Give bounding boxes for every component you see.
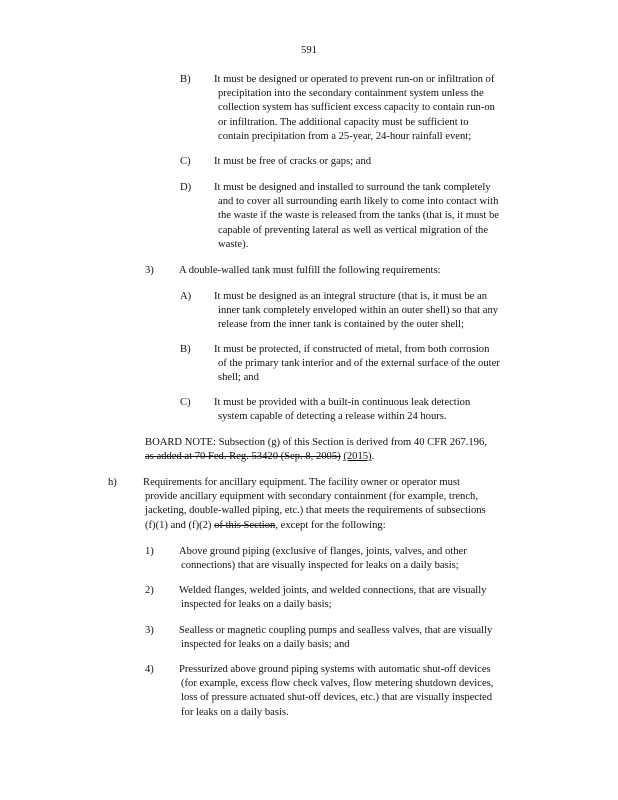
paragraph-h4 [179, 663, 531, 720]
inserted-text: (2015) [343, 451, 372, 463]
item-label-h4: 4) [145, 664, 154, 675]
paragraph-g2-d [214, 181, 536, 252]
item-label-h: h) [108, 477, 117, 488]
struck-text: of this Section [214, 519, 276, 531]
text-line: inspected for leaks on a daily basis; and [181, 639, 350, 651]
text-line: system capable of detecting a release within 24 hours. [218, 411, 447, 423]
board-note [145, 436, 530, 464]
board-note-line [145, 450, 530, 464]
text-line: It must be provided with a built-in continuous leak detection [214, 397, 471, 408]
board-note-line: BOARD NOTE: Subsection (g) of this Section is derived from 40 CFR 267.196, [145, 437, 487, 448]
text-line: Sealless or magnetic coupling pumps and sealless valves, that are visually [179, 625, 493, 636]
paragraph-g3 [179, 264, 509, 278]
text-line: or infiltration. The additional capacity must be sufficient to [218, 116, 469, 128]
text-line: A double-walled tank must fulfill the following requirements: [179, 265, 441, 276]
text-line: loss of pressure actuated shut-off devices, etc.) that are visually inspected [181, 692, 493, 704]
text-line: inspected for leaks on a daily basis; [181, 599, 332, 611]
page-number: 591 [301, 45, 317, 56]
board-note-end: . [371, 451, 375, 463]
paragraph-h2 [179, 584, 529, 612]
item-label-g2-b: B) [180, 74, 191, 85]
text-line: provide ancillary equipment with secondary containment (for example, trench, [145, 491, 478, 503]
item-label-g2-c: C) [180, 156, 191, 167]
paragraph-g2-b [214, 73, 536, 144]
text-line: inner tank completely enveloped within an outer shell) so that any [218, 305, 499, 317]
text-line: Requirements for ancillary equipment. The facility owner or operator must [143, 477, 460, 488]
text-line: release from the inner tank is contained by the outer shell; [218, 319, 464, 331]
paragraph-h [143, 476, 526, 533]
text-line: for leaks on a daily basis. [181, 706, 289, 718]
text-line: collection system has sufficient excess capacity to contain run-on [218, 102, 495, 114]
item-label-g3: 3) [145, 265, 154, 276]
item-label-h3: 3) [145, 625, 154, 636]
item-label-g2-d: D) [180, 182, 192, 193]
item-label-g3-a: A) [180, 291, 192, 302]
text-line: It must be designed and installed to surround the tank completely [214, 182, 491, 193]
text-run: (f)(1) and (f)(2) [145, 519, 212, 531]
text-line [145, 519, 526, 533]
text-line: It must be protected, if constructed of metal, from both corrosion [214, 344, 490, 355]
paragraph-g3-a [214, 290, 536, 333]
paragraph-h1 [179, 545, 524, 573]
text-line: It must be free of cracks or gaps; and [214, 156, 372, 167]
text-line: It must be designed as an integral structure (that is, it must be an [214, 291, 488, 302]
text-line: the waste if the waste is released from the tanks (that is, it must be [218, 210, 499, 222]
item-label-g3-b: B) [180, 344, 191, 355]
text-run: , except for the following: [275, 519, 386, 531]
paragraph-h3 [179, 624, 534, 652]
item-label-h2: 2) [145, 585, 154, 596]
text-line: of the primary tank interior and of the external surface of the outer [218, 358, 500, 370]
struck-text: as added at 70 Fed. Reg. 53420 (Sep. 8, 2005) [145, 451, 341, 463]
item-label-g3-c: C) [180, 397, 191, 408]
text-line: jacketing, double-walled piping, etc.) that meets the requirements of subsections [145, 505, 486, 517]
text-line: Above ground piping (exclusive of flanges, joints, valves, and other [179, 546, 467, 557]
paragraph-g3-b [214, 343, 536, 386]
text-line: Welded flanges, welded joints, and welded connections, that are visually [179, 585, 487, 596]
text-line: capable of preventing lateral as well as vertical migration of the [218, 224, 489, 236]
text-line: contain precipitation from a 25-year, 24-hour rainfall event; [218, 130, 472, 142]
paragraph-g2-c [214, 155, 536, 169]
paragraph-g3-c [214, 396, 504, 424]
text-line: It must be designed or operated to prevent run-on or infiltration of [214, 74, 495, 85]
text-line: connections) that are visually inspected for leaks on a daily basis; [181, 560, 459, 572]
item-label-h1: 1) [145, 546, 154, 557]
text-line: and to cover all surrounding earth likely to come into contact with [218, 196, 499, 208]
text-line: precipitation into the secondary containment system unless the [218, 88, 484, 100]
text-line: shell; and [218, 372, 259, 384]
text-line: waste). [218, 238, 249, 250]
text-line: Pressurized above ground piping systems with automatic shut-off devices [179, 664, 491, 675]
text-line: (for example, excess flow check valves, flow metering shutdown devices, [181, 678, 494, 690]
